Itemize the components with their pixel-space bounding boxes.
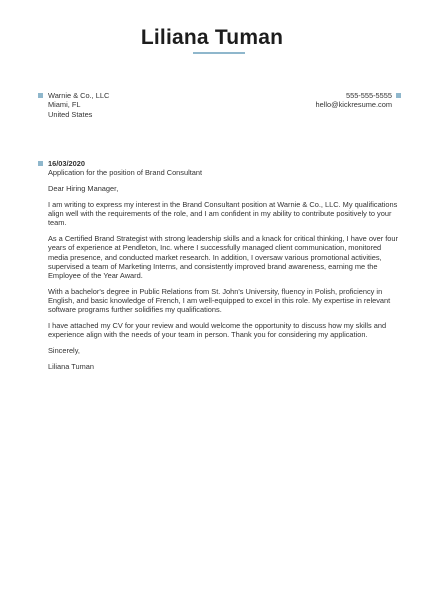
contact-marker-icon [396, 93, 401, 98]
letter-subject: Application for the position of Brand Consultant [48, 168, 203, 177]
signature: Liliana Tuman [48, 361, 95, 371]
letter-date: 16/03/2020 [48, 159, 85, 168]
body-paragraph: I am writing to express my interest in the Brand Consultant position at Warnie & Co., LLC. My qualifications align well with the requirements of the role, and I am confident in my ability to contribute positively to your team. [48, 199, 398, 228]
sender-country: United States [48, 109, 93, 119]
letter-body [48, 184, 398, 377]
date-marker-icon [38, 161, 43, 166]
contact-phone: 555-555-5555 [345, 91, 392, 100]
body-paragraph: With a bachelor's degree in Public Relations from St. John's University, fluency in Polish, proficiency in English, and basic knowledge of French, I am well-equipped to excel in this role. My expertise in relevant software programs further solidifies my qualifications. [48, 286, 391, 315]
sender-city: Miami, FL [48, 100, 81, 110]
body-paragraph: I have attached my CV for your review and would welcome the opportunity to discuss how my skills and experience align with the needs of your team in person. Thank you for considering my application. [48, 321, 387, 340]
sender-marker-icon [38, 93, 43, 98]
applicant-name: Liliana Tuman [140, 26, 284, 49]
name-underline [193, 52, 245, 54]
sender-address [48, 91, 109, 119]
contact-email: hello@kickresume.com [315, 100, 392, 110]
greeting: Dear Hiring Manager, [48, 184, 119, 193]
closing: Sincerely, [48, 346, 80, 356]
body-paragraph: As a Certified Brand Strategist with strong leadership skills and a knack for critical thinking, I have over four years of experience at Pendleton, Inc. where I successfully managed client communication, monitored media presence, and conducted market research. In addition, I oversaw various promotional activities, supervised a team of Marketing Interns, and consistently improved brand awareness, earning me the Employee of the Year Award. [48, 233, 398, 281]
sender-company: Warnie & Co., LLC [48, 91, 110, 100]
contact-info [315, 91, 392, 110]
